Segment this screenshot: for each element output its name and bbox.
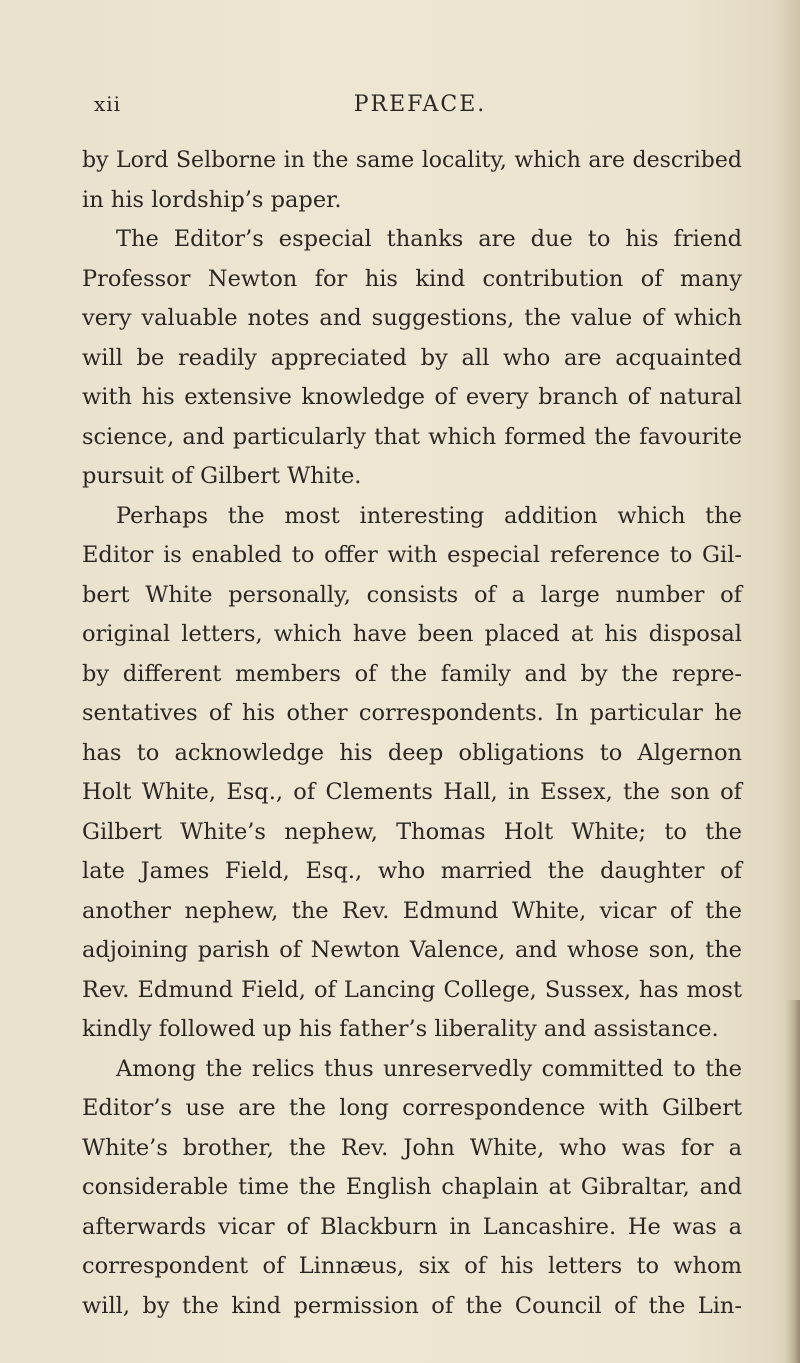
page-number: xii <box>94 92 122 116</box>
text-line: kindly followed up his father’s liberality and assistance. <box>82 1016 719 1042</box>
running-head: PREFACE. <box>353 92 487 117</box>
text-line: pursuit of Gilbert White. <box>82 463 362 489</box>
text-line: Rev. Edmund Field, of Lancing College, Sussex, has most <box>82 976 742 1003</box>
text-line: by different members of the family and by the repre- <box>82 660 742 687</box>
text-line: in his lordship’s paper. <box>82 186 342 213</box>
text-line: another nephew, the Rev. Edmund White, vicar of the <box>82 897 742 924</box>
body-text <box>82 141 742 1326</box>
text-line: The Editor’s especial thanks are due to his friend <box>116 226 742 252</box>
text-line: sentatives of his other correspondents. In particular he <box>82 700 742 726</box>
text-line: Holt White, Esq., of Clements Hall, in Essex, the son of <box>82 779 742 805</box>
text-line: will, by the kind permission of the Council of the Lin- <box>82 1292 742 1319</box>
text-line: will be readily appreciated by all who are acquainted <box>82 344 742 371</box>
text-line: Gilbert White’s nephew, Thomas Holt White; to the <box>82 818 742 845</box>
text-line: science, and particularly that which formed the favourite <box>82 423 742 450</box>
text-line: afterwards vicar of Blackburn in Lancashire. He was a <box>82 1213 742 1240</box>
text-line: with his extensive knowledge of every branch of natural <box>82 384 742 410</box>
text-line: Among the relics thus unreservedly committed to the <box>116 1055 742 1082</box>
text-line: bert White personally, consists of a large number of <box>82 581 742 608</box>
text-line: White’s brother, the Rev. John White, who was for a <box>82 1134 742 1161</box>
text-line: considerable time the English chaplain at Gibraltar, and <box>82 1174 742 1200</box>
text-line: has to acknowledge his deep obligations to Algernon <box>82 739 742 766</box>
text-line: very valuable notes and suggestions, the value of which <box>82 305 742 331</box>
text-line: original letters, which have been placed at his disposal <box>82 621 742 647</box>
text-line: late James Field, Esq., who married the daughter of <box>82 858 742 884</box>
text-line: Professor Newton for his kind contribution of many <box>82 265 742 292</box>
text-line: Editor’s use are the long correspondence with Gilbert <box>82 1095 742 1121</box>
text-line: adjoining parish of Newton Valence, and whose son, the <box>82 937 742 963</box>
text-line: Perhaps the most interesting addition which the <box>116 502 742 529</box>
page-header <box>82 92 758 122</box>
page-edge-shadow <box>786 1000 800 1363</box>
text-line: correspondent of Linnæus, six of his letters to whom <box>82 1253 742 1279</box>
text-line: by Lord Selborne in the same locality, which are described <box>82 148 742 173</box>
text-line: Editor is enabled to offer with especial reference to Gil- <box>82 542 742 568</box>
